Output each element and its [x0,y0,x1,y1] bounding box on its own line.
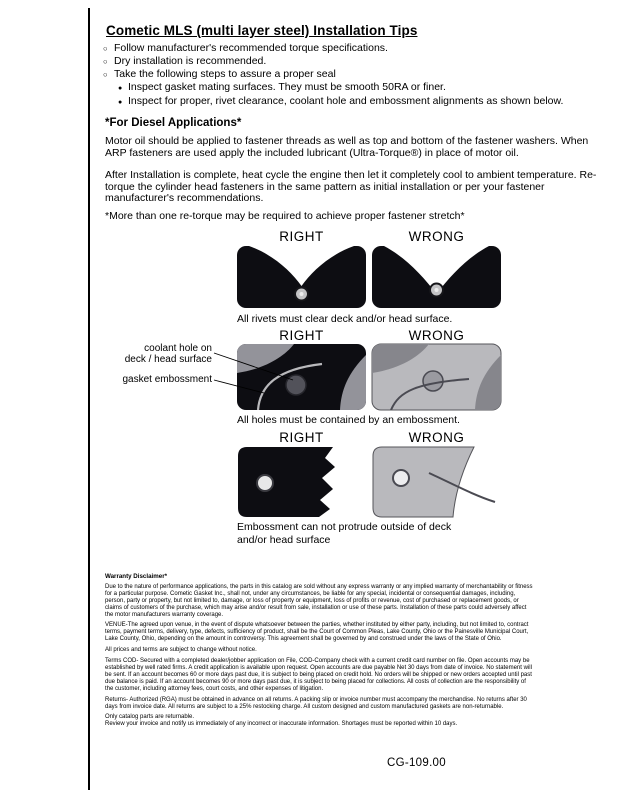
coolant-hole [423,371,443,391]
right-label: RIGHT [279,229,324,244]
annotation-text: deck / head surface [124,354,212,365]
disclaimer-paragraph: Review your invoice and notify us immediately of any incorrect or inaccurate information. Shortages must be reported within 10 days. [105,721,458,728]
list-item [103,55,563,68]
circle-bullet-icon: ○ [103,57,108,66]
disclaimer-paragraph: Returns- Authorized (RGA) must be obtained in advance on all returns. A packing slip or invoice number must accompany the merchandise. No returns after 30 days from invoice date. All returns are subject to a 25% restocking charge. All custom designed and custom manufactured gaskets are non-returnable. [105,696,527,710]
disclaimer-paragraph: Only catalog parts are returnable. [105,714,195,721]
page-title: Cometic MLS (multi layer steel) Installation Tips [106,23,418,38]
caption-text: Embossment can not protrude outside of deck [237,521,452,533]
diagram-embossment-right [236,343,367,411]
right-label: RIGHT [279,430,324,445]
disclaimer-paragraph: Terms COD- Secured with a completed dealer/jobber application on File, COD-Company check with a current credit card number on file. Open accounts may be established by well rated firms. A credit application is available upon request. Open accounts are due payable Net 30 days from date of invoice. No statement will be sent. If an account becomes 60 or more days past due, it is subject to being placed on credit hold. No orders will be shipped or new orders accepted until past due balance is paid. If an account becomes 90 or more days past due, it is subject to being placed for collections. All costs of collection are the responsibility of the customer, including attorney fees, court costs, and other expenses of litigation. [105,658,532,692]
wrong-label: WRONG [408,430,465,445]
circle-bullet-icon: ○ [103,44,108,53]
tip-text: Take the following steps to assure a proper seal [114,68,336,80]
coolant-hole [286,375,306,395]
diagram-protrusion-wrong [371,445,502,519]
diagram-rivet-wrong [371,245,502,309]
embossment-caption: All holes must be contained by an embossment. [237,414,460,426]
disclaimer-paragraph: VENUE-The agreed upon venue, in the event of dispute whatsoever between the parties, whether instituted by either party, including, but not limited to, contract terms, payment terms, delivery, type, defects, sufficiency of product, shall be the Court of Common Pleas, Lake County, Ohio or the Painesville Municipal Court, Lake County, Ohio, depending on the amount in controversy. This agreement shall be governed by and construed under the laws of the State of Ohio. [105,622,529,643]
rivet-center [435,288,439,292]
left-margin-rule [88,8,90,790]
diagram-rivet-right [236,245,367,309]
list-item [103,42,563,55]
wrong-label: WRONG [408,229,465,244]
deck-plate [238,447,335,517]
coolant-hole-annotation [118,343,212,365]
caption-text: and/or head surface [237,533,331,546]
bolt-hole [393,470,409,486]
list-item [118,81,563,95]
bolt-hole [257,475,273,491]
dot-bullet-icon: ● [118,85,123,92]
annotation-text: coolant hole on [144,343,212,354]
tip-text: Dry installation is recommended. [114,55,267,67]
tip-text: Inspect for proper, rivet clearance, coolant hole and embossment alignments as shown below. [128,95,564,107]
diesel-paragraph-2: After Installation is complete, heat cycle the engine then let it completely cool to ambient temperature. Re-torque the cylinder head fasteners in the same pattern as initial installation or per your fastener manufacturer's recommendations. [105,169,597,204]
diagram-protrusion-right [236,445,367,519]
deck-plate [373,447,474,517]
diesel-applications-heading: *For Diesel Applications* [105,117,242,129]
dot-bullet-icon: ● [118,99,123,106]
right-label: RIGHT [279,328,324,343]
diesel-paragraph-1: Motor oil should be applied to fastener threads as well as top and bottom of the fastener washers. When ARP fasteners are used apply the included lubricant (Ultra-Torque®) in place of motor oil. [105,135,589,159]
warranty-disclaimer [105,574,533,732]
protrusion-caption [237,521,451,546]
rivet-center [300,292,304,296]
circle-bullet-icon: ○ [103,70,108,79]
wrong-label: WRONG [408,328,465,343]
diagram-embossment-wrong [371,343,502,411]
tip-text: Inspect gasket mating surfaces. They must be smooth 50RA or finer. [128,81,446,93]
rivet-caption: All rivets must clear deck and/or head surface. [237,313,453,325]
disclaimer-heading: Warranty Disclaimer* [105,573,168,580]
gasket-embossment-annotation: gasket embossment [122,374,212,385]
tip-text: Follow manufacturer's recommended torque specifications. [114,42,388,54]
list-item [103,68,563,81]
page-number: CG-109.00 [387,757,446,769]
disclaimer-paragraph: All prices and terms are subject to change without notice. [105,647,257,654]
list-item [118,95,563,109]
retorque-note: *More than one re-torque may be required to achieve proper fastener stretch* [105,210,465,222]
installation-tips-list [103,42,563,109]
disclaimer-paragraph: Due to the nature of performance applications, the parts in this catalog are sold without any express warranty or any implied warranty of merchantability or fitness for a particular purpose. Cometic Gasket Inc., shall not, under any circumstances, be liable for any special, incidental or consequential damages, including, person, party or property, but not limited to, damage, or loss of property or equipment, loss of profits or revenue, cost of purchased or replacement goods, or claims of customers of the purchase, which may arise and/or result from sale, installation or use of these parts. Installation of these parts could adversely affect the motor manufacturers warranty coverage. [105,583,533,618]
